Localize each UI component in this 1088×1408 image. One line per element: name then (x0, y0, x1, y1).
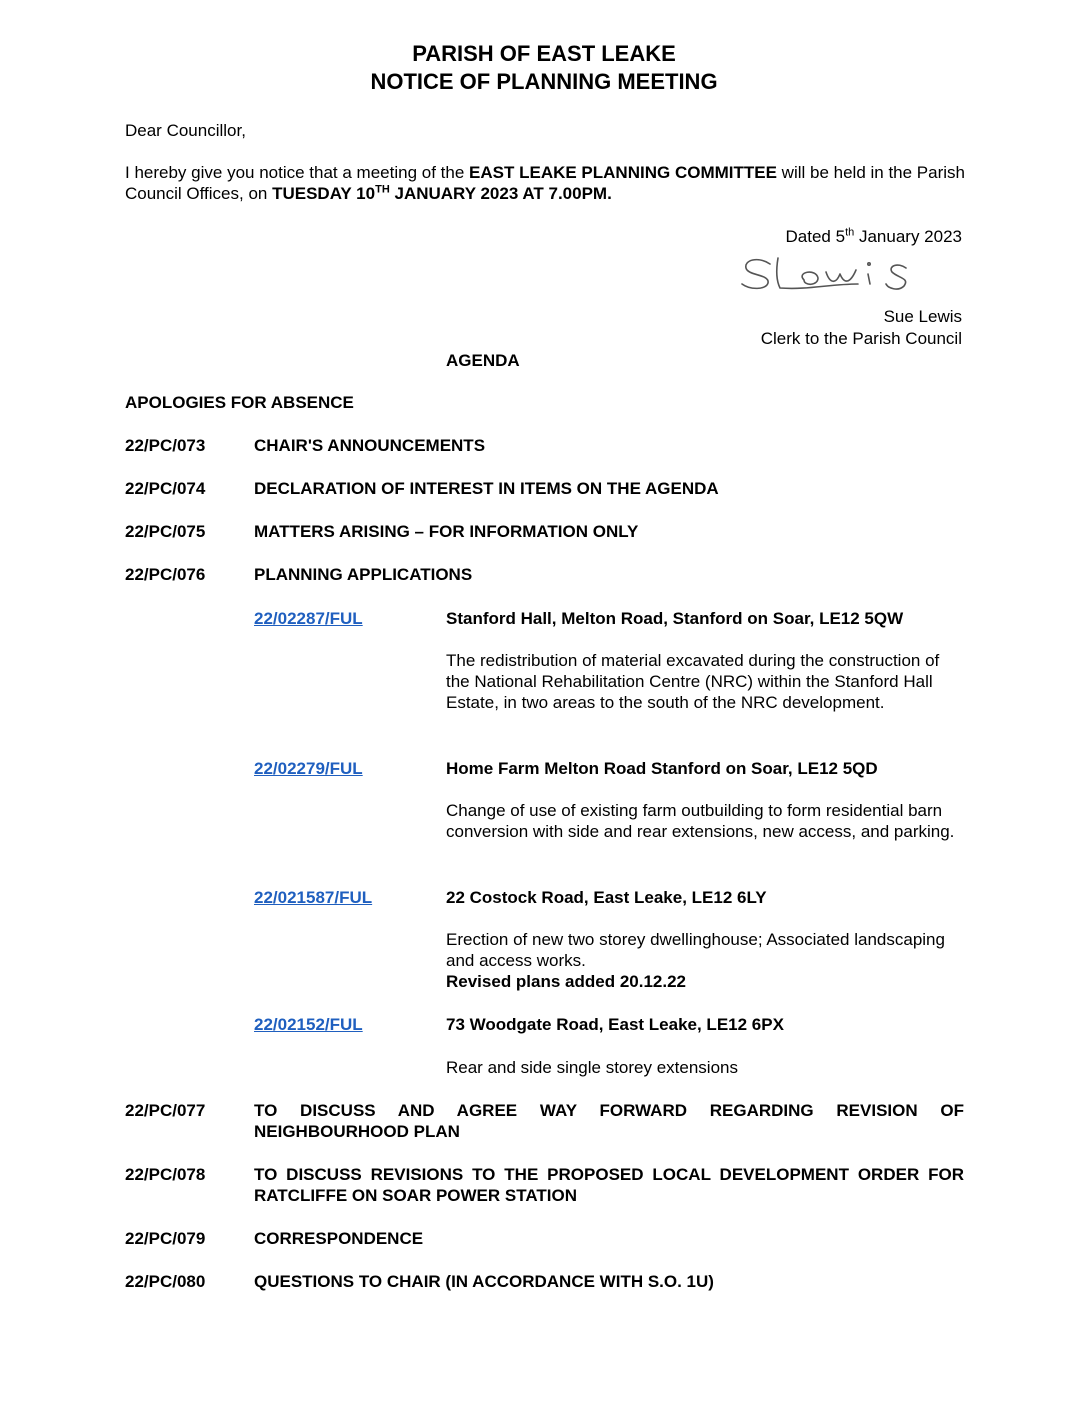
agenda-title-077: TO DISCUSS AND AGREE WAY FORWARD REGARDING REVISION OF NEIGHBOURHOOD PLAN (254, 1101, 964, 1141)
meeting-datetime (272, 184, 612, 203)
agenda-title-073: CHAIR'S ANNOUNCEMENTS (254, 436, 486, 455)
agenda-code-076: 22/PC/076 (125, 565, 206, 584)
committee-name: EAST LEAKE PLANNING COMMITTEE (469, 163, 777, 182)
dated-text: Dated 5 (785, 227, 846, 246)
application-address-4: 73 Woodgate Road, East Leake, LE12 6PX (446, 1015, 784, 1034)
application-link-2[interactable]: 22/02279/FUL (254, 759, 363, 778)
title-notice: NOTICE OF PLANNING MEETING (370, 69, 718, 94)
agenda-code-075: 22/PC/075 (125, 522, 206, 541)
application-link-1[interactable]: 22/02287/FUL (254, 609, 363, 628)
agenda-title-078: TO DISCUSS REVISIONS TO THE PROPOSED LOCAL DEVELOPMENT ORDER FOR RATCLIFFE ON SOAR POWER STATION (254, 1165, 964, 1205)
intro-text-2: will be held in the Parish Council Offices, on (125, 163, 965, 203)
agenda-code-080: 22/PC/080 (125, 1272, 206, 1291)
dated-month-year: January 2023 (854, 227, 962, 246)
agenda-heading: AGENDA (446, 351, 520, 370)
agenda-title-075: MATTERS ARISING – FOR INFORMATION ONLY (254, 522, 639, 541)
signatory-role: Clerk to the Parish Council (760, 329, 962, 348)
meeting-day: TUESDAY 10 (272, 184, 376, 203)
application-link-4[interactable]: 22/02152/FUL (254, 1015, 363, 1034)
agenda-title-076: PLANNING APPLICATIONS (254, 565, 473, 584)
application-description-2: Change of use of existing farm outbuilding to form residential barn conversion with side and rear extensions, new access, and parking. (446, 801, 955, 841)
signature-image (738, 250, 960, 298)
application-link-3[interactable]: 22/021587/FUL (254, 888, 373, 907)
application-address-2: Home Farm Melton Road Stanford on Soar, LE12 5QD (446, 759, 878, 778)
application-address-3: 22 Costock Road, East Leake, LE12 6LY (446, 888, 767, 907)
signatory-name: Sue Lewis (883, 307, 962, 326)
agenda-code-074: 22/PC/074 (125, 479, 206, 498)
meeting-month-time: JANUARY 2023 AT 7.00PM. (389, 184, 612, 203)
application-description-1: The redistribution of material excavated during the construction of the National Rehabilitation Centre (NRC) within the Stanford Hall Estate, in two areas to the south of the NRC development. (446, 651, 940, 712)
meeting-day-suffix: TH (375, 183, 390, 196)
apologies-heading: APOLOGIES FOR ABSENCE (125, 393, 354, 412)
agenda-title-074: DECLARATION OF INTEREST IN ITEMS ON THE AGENDA (254, 479, 719, 498)
agenda-code-078: 22/PC/078 (125, 1165, 206, 1184)
application-address-1: Stanford Hall, Melton Road, Stanford on Soar, LE12 5QW (446, 609, 904, 628)
salutation: Dear Councillor, (125, 121, 246, 140)
application-description-3: Erection of new two storey dwellinghouse; Associated landscaping and access works. (446, 930, 945, 970)
agenda-code-077: 22/PC/077 (125, 1101, 206, 1120)
agenda-code-073: 22/PC/073 (125, 436, 206, 455)
dated-line (786, 226, 962, 247)
agenda-title-079: CORRESPONDENCE (254, 1229, 424, 1248)
intro-text-1: I hereby give you notice that a meeting of the (125, 163, 470, 182)
application-note-3: Revised plans added 20.12.22 (446, 972, 687, 991)
title-parish: PARISH OF EAST LEAKE (412, 41, 676, 66)
agenda-title-080: QUESTIONS TO CHAIR (IN ACCORDANCE WITH S.O. 1U) (254, 1272, 714, 1291)
intro-paragraph (125, 162, 965, 204)
agenda-code-079: 22/PC/079 (125, 1229, 206, 1248)
application-description-4: Rear and side single storey extensions (446, 1058, 738, 1077)
dated-suffix: th (845, 226, 855, 239)
